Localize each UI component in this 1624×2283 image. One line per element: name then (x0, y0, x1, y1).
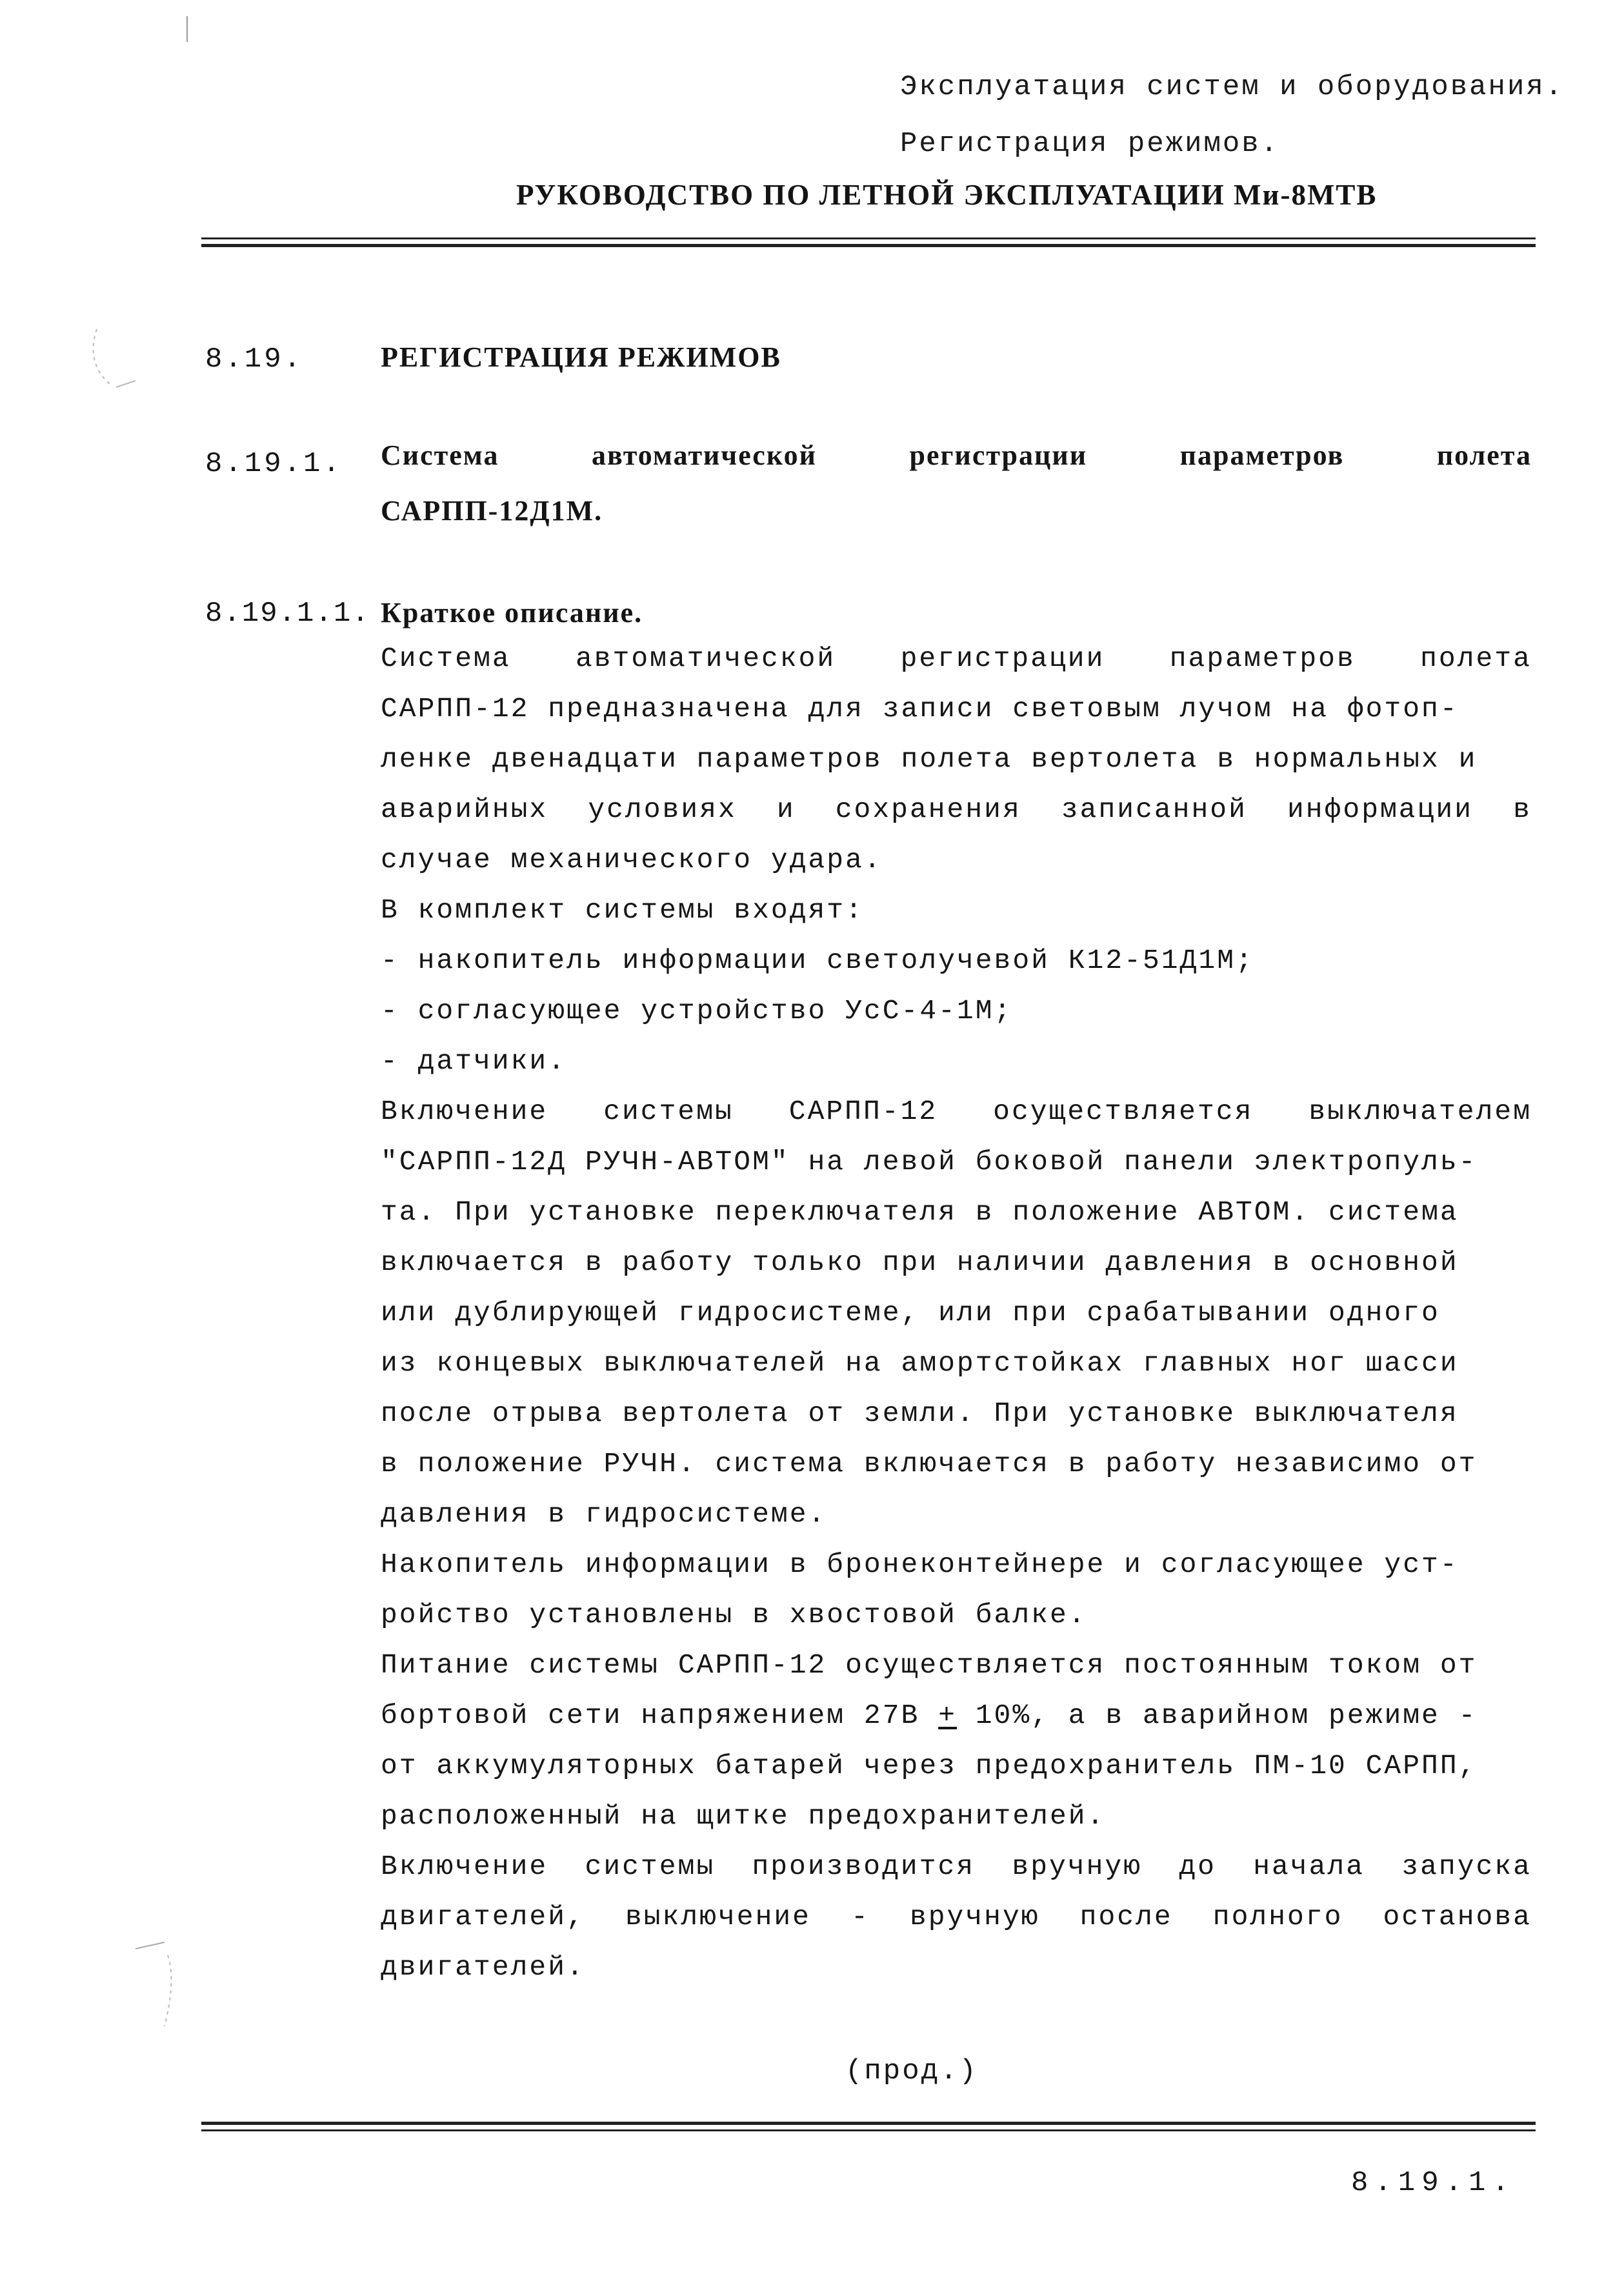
subsection-title-line-2: САРПП-12Д1М. (381, 495, 603, 527)
footer-rule-bottom (201, 2129, 1536, 2131)
header-rule-bottom (201, 244, 1536, 247)
subsection-title-word: полета (1436, 439, 1532, 471)
continued-note: (прод.) (845, 2055, 978, 2087)
body-word: Включение (381, 1096, 548, 1127)
body-line-24: расположенный на щитке предохранителей. (381, 1800, 1106, 1832)
body-line-11: "САРПП-12Д РУЧН-АВТОМ" на левой боковой панели электропуль- (381, 1146, 1478, 1178)
header-line-2: Регистрация режимов. (900, 128, 1280, 160)
body-word: выключение (625, 1901, 811, 1933)
body-line-17: в положение РУЧН. система включается в работу независимо от (381, 1448, 1478, 1480)
body-word: САРПП-12 (788, 1096, 938, 1127)
body-word: останова (1383, 1901, 1532, 1933)
body-word: двигателей, (381, 1901, 585, 1933)
body-word: полета (1420, 643, 1532, 674)
body-line-12: та. При установке переключателя в положение АВТОМ. система (381, 1196, 1459, 1228)
body-word: информации (1287, 794, 1474, 825)
body-line-02: САРПП-12 предназначена для записи световым лучом на фотоп- (381, 693, 1459, 725)
body-word: записанной (1061, 794, 1247, 825)
body-line-08: - согласующее устройство УсС-4-1М; (381, 995, 1013, 1027)
body-line-26 (381, 1901, 1532, 1933)
body-word: производится (752, 1851, 976, 1882)
body-line-18: давления в гидросистеме. (381, 1498, 827, 1530)
subsection-title-word: Система (381, 439, 499, 471)
subsection-title-word: параметров (1179, 439, 1345, 471)
body-line-09: - датчики. (381, 1045, 567, 1077)
body-word: вручную (1012, 1851, 1143, 1882)
body-word: Система (381, 643, 511, 674)
header-rule-top (201, 237, 1536, 239)
subsection-number: 8.19.1. (205, 448, 343, 480)
body-word: после (1079, 1901, 1173, 1933)
header-title: РУКОВОДСТВО ПО ЛЕТНОЙ ЭКСПЛУАТАЦИИ Ми-8МТВ (516, 179, 1378, 211)
plus-minus-sign: + (938, 1700, 957, 1731)
page-number: 8.19.1. (1351, 2167, 1516, 2199)
scan-mark-punch-hole-bottom (129, 1936, 181, 2039)
body-line-21: Питание системы САРПП-12 осуществляется постоянным током от (381, 1649, 1478, 1681)
subsubsection-title: Краткое описание. (381, 597, 643, 629)
section-title: РЕГИСТРАЦИЯ РЕЖИМОВ (381, 341, 781, 373)
section-number: 8.19. (205, 343, 304, 376)
body-line-25 (381, 1851, 1532, 1882)
subsection-title-line-1 (381, 439, 1532, 472)
body-line-07: - накопитель информации светолучевой К12-51Д1М; (381, 945, 1254, 976)
body-line-23: от аккумуляторных батарей через предохранитель ПМ-10 САРПП, (381, 1750, 1478, 1782)
body-word: автоматической (575, 643, 836, 674)
body-text: бортовой сети напряжением 27В (381, 1700, 939, 1731)
body-word: условиях (588, 794, 737, 825)
body-text: 10%, а в аварийном режиме - (956, 1700, 1478, 1731)
body-line-20: ройство установлены в хвостовой балке. (381, 1599, 1087, 1631)
subsection-title-word: регистрации (909, 439, 1088, 471)
body-line-14: или дублирующей гидросистеме, или при срабатывании одного (381, 1297, 1440, 1329)
body-word: в (1513, 794, 1532, 825)
body-line-01 (381, 643, 1532, 674)
subsection-title-word: автоматической (592, 439, 817, 471)
body-line-16: после отрыва вертолета от земли. При установке выключателя (381, 1398, 1459, 1429)
body-word: регистрации (900, 643, 1105, 674)
body-word: аварийных (381, 794, 548, 825)
scan-mark-top (181, 13, 194, 45)
body-word: полного (1212, 1901, 1343, 1933)
body-word: начала (1253, 1851, 1365, 1882)
body-line-22 (381, 1700, 1477, 1731)
body-word: и (776, 794, 796, 825)
body-word: параметров (1169, 643, 1356, 674)
header-line-1: Эксплуатация систем и оборудования. (900, 71, 1565, 103)
body-line-03: ленке двенадцати параметров полета вертолета в нормальных и (381, 743, 1478, 775)
body-word: Включение (381, 1851, 548, 1882)
body-word: запуска (1401, 1851, 1532, 1882)
body-line-15: из концевых выключателей на амортстойках главных ног шасси (381, 1347, 1459, 1379)
body-word: осуществляется (993, 1096, 1254, 1127)
body-line-04 (381, 794, 1532, 825)
body-word: выключателем (1308, 1096, 1532, 1127)
scan-mark-punch-hole-top (84, 323, 142, 394)
body-word: системы (585, 1851, 716, 1882)
body-word: системы (603, 1096, 734, 1127)
body-line-05: случае механического удара. (381, 844, 883, 876)
body-word: вручную (909, 1901, 1040, 1933)
body-word: сохранения (835, 794, 1021, 825)
subsubsection-number: 8.19.1.1. (205, 598, 370, 630)
body-line-19: Накопитель информации в бронеконтейнере и согласующее уст- (381, 1549, 1459, 1580)
body-word: до (1179, 1851, 1216, 1882)
body-word: - (851, 1901, 870, 1933)
footer-rule-top (201, 2122, 1536, 2125)
body-line-06: В комплект системы входят: (381, 894, 864, 926)
body-line-13: включается в работу только при наличии давления в основной (381, 1247, 1459, 1278)
body-line-27: двигателей. (381, 1951, 585, 1983)
body-line-10 (381, 1096, 1532, 1127)
